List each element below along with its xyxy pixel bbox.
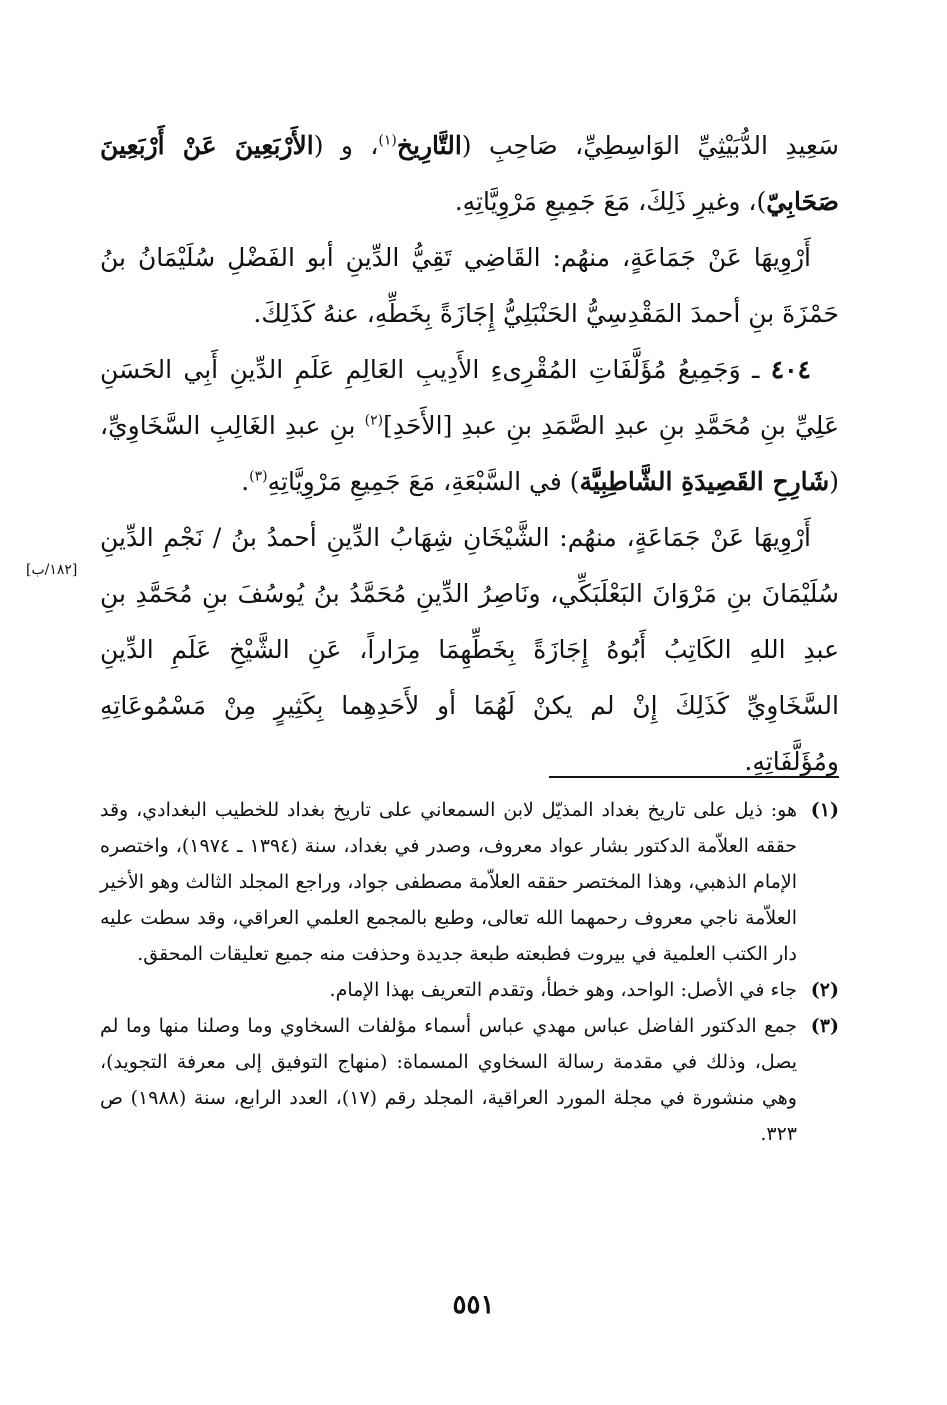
footnote-ref-3[interactable]: (٣) <box>249 468 268 485</box>
footnote-text: جاء في الأصل: الواحد، وهو خطأ، وتقدم التعريف بهذا الإمام. <box>329 979 797 1001</box>
footnote-3 <box>100 1008 839 1152</box>
book-title-tarikh: التَّارِيخ <box>396 131 462 160</box>
footnote-number: (١) <box>810 799 839 821</box>
footnote-ref-1[interactable]: (١) <box>378 132 397 149</box>
footnote-text: جمع الدكتور الفاضل عباس مهدي عباس أسماء مؤلفات السخاوي وما وصلنا منها وما لم يصل، وذلك في مقدمة رسالة السخاوي المسماة: (منهاج التوفيق إلى معرفة التجويد)، وهي منشورة في مجلة المورد العراقية، المجلد رقم (١٧)، العدد الرابع، سنة (١٩٨٨) ص ٣٢٣. <box>100 1015 797 1145</box>
page-number: ٥٥١ <box>452 1290 495 1320</box>
para3-text-b: بنِ عبدِ الغَالِبِ السَّخَاوِيِّ، ( <box>100 411 839 496</box>
book-title-shatibiyya: شَارِحِ القَصِيدَةِ الشَّاطِبِيَّة <box>579 467 830 496</box>
paragraph-3 <box>100 342 839 510</box>
book-title-arbain: الأَرْبَعِينَ عَنْ أَرْبَعِينَ صَحَابِيّ <box>100 131 839 216</box>
folio-margin-note: [١٨٢/ب] <box>26 562 78 578</box>
footnote-number: (٢) <box>810 979 839 1001</box>
footnote-1 <box>100 792 839 972</box>
footnotes <box>100 792 839 1152</box>
main-text <box>100 118 839 790</box>
entry-number: ٤٠٤ <box>770 355 811 384</box>
para1-text-b: ، و ( <box>313 131 379 160</box>
paragraph-4: أَرْوِيهَا عَنْ جَمَاعَةٍ، منهُم: الشَّيْخَانِ شِهَابُ الدِّينِ أحمدُ بنُ / نَجْمِ الدِّينِ سُلَيْمَانَ بنِ مَرْوَانَ البَعْلَبَكِّي، ونَاصِرُ الدِّينِ مُحَمَّدُ بنُ يُوسُفَ بنِ مُحَمَّدِ بنِ عبدِ اللهِ الكَاتِبُ أَبُوهُ إِجَازَةً بِخَطِّهِمَا مِرَاراً، عَنِ الشَّيْخِ عَلَمِ الدِّينِ السَّخَاوِيِّ كَذَلِكَ إِنْ لم يكنْ لَهُمَا أو لأَحَدِهِما بِكَثِيرٍ مِنْ مَسْمُوعَاتِهِ ومُؤَلَّفَاتِهِ. <box>100 523 839 776</box>
para3-text-c: ) في السَّبْعَةِ، مَعَ جَمِيعِ مَرْوِيَّاتِهِ <box>267 467 580 496</box>
footnote-2 <box>100 972 839 1008</box>
para3-text-a: ـ وَجَمِيعُ مُؤَلَّفَاتِ المُقْرِىءِ الأَدِيبِ العَالِمِ عَلَمِ الدِّينِ أَبِي الحَسَنِ عَلِيِّ بنِ مُحَمَّدِ بنِ عبدِ الصَّمَدِ بنِ عبدِ [الأَحَدِ] <box>100 355 839 440</box>
footnote-number: (٣) <box>810 1015 839 1037</box>
footnote-ref-2[interactable]: (٢) <box>364 412 384 429</box>
para1-text-a: سَعِيدِ الدُّبَيْثِيِّ الوَاسِطِيِّ، صَاحِبِ ( <box>461 131 839 160</box>
para1-text-c: )، وغيرِ ذَلِكَ، مَعَ جَمِيعِ مَرْوِيَّاتِهِ. <box>454 187 767 216</box>
paragraph-1 <box>100 118 839 230</box>
para3-text-d: . <box>241 467 250 496</box>
footnote-separator <box>549 776 839 778</box>
footnote-text: هو: ذيل على تاريخ بغداد المذيّل لابن السمعاني على تاريخ بغداد للخطيب البغدادي، وقد حققه العلاّمة الدكتور بشار عواد معروف، وصدر في بغداد، سنة (١٣٩٤ ـ ١٩٧٤)، واختصره الإمام الذهبي، وهذا المختصر حققه العلاّمة مصطفى جواد، وراجع المجلد الثالث وهو الأخير العلاّمة ناجي معروف رحمهما الله تعالى، وطبع بالمجمع العلمي العراقي، وقد سطت عليه دار الكتب العلمية في بيروت فطبعته طبعة جديدة وحذفت منه جميع تعليقات المحقق. <box>100 799 797 965</box>
paragraph-2: أَرْوِيهَا عَنْ جَمَاعَةٍ، منهُم: القَاضِي تَقِيُّ الدِّينِ أبو الفَضْلِ سُلَيْمَانُ بنُ حَمْزَةَ بنِ أحمدَ المَقْدِسِيُّ الحَنْبَلِيُّ إِجَازَةً بِخَطِّهِ، عنهُ كَذَلِكَ. <box>100 243 839 328</box>
